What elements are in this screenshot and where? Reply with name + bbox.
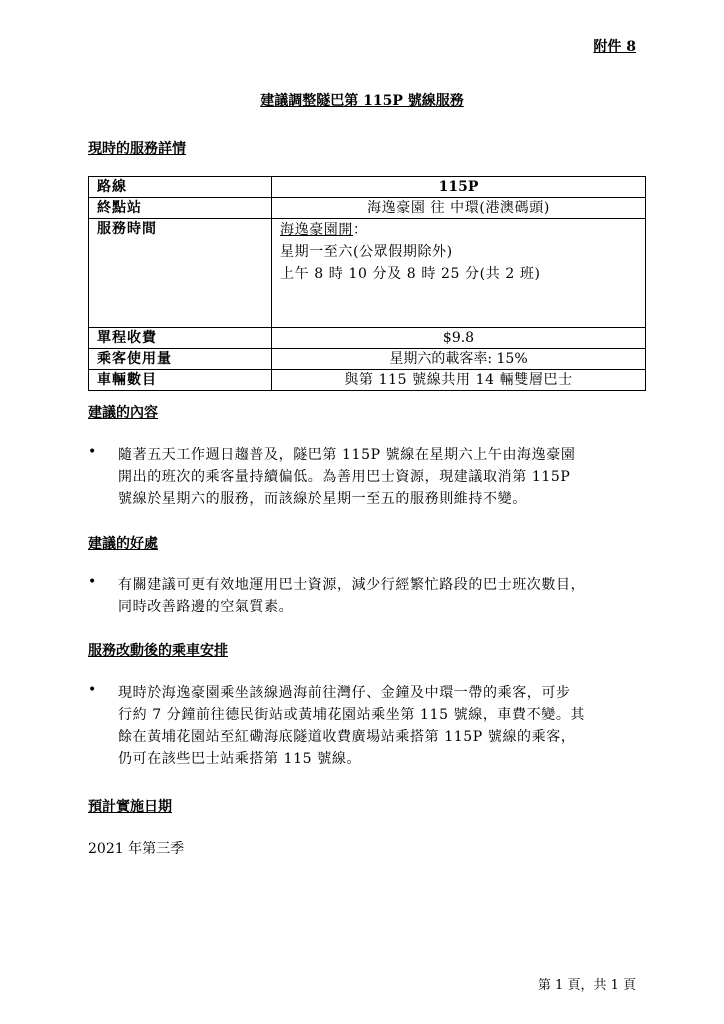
vehicles-label: 車輛數目 bbox=[89, 370, 272, 391]
fare-label: 單程收費 bbox=[89, 328, 272, 349]
arrangements-heading: 服務改動後的乘車安排 bbox=[88, 643, 228, 659]
hours-value bbox=[272, 219, 646, 328]
bullet-icon: • bbox=[88, 444, 97, 460]
implementation-date: 2021 年第三季 bbox=[88, 841, 185, 857]
arrangements-line: 仍可在該些巴士站乘搭第 115 號線。 bbox=[118, 751, 362, 767]
current-service-heading: 現時的服務詳情 bbox=[88, 141, 186, 157]
arrangements-text bbox=[118, 682, 636, 770]
vehicles-value: 與第 115 號線共用 14 輛雙層巴士 bbox=[272, 370, 646, 391]
usage-value: 星期六的載客率: 15% bbox=[272, 349, 646, 370]
proposal-text bbox=[118, 444, 636, 510]
bullet-icon: • bbox=[88, 682, 97, 698]
page-title: 建議調整隧巴第 115P 號線服務 bbox=[260, 93, 464, 109]
terminus-value: 海逸豪園 往 中環(港澳碼頭) bbox=[272, 198, 646, 219]
proposal-line: 號線於星期六的服務，而該線於星期一至五的服務則維持不變。 bbox=[118, 491, 527, 507]
benefits-text bbox=[118, 574, 636, 618]
table-row bbox=[89, 219, 646, 328]
proposal-heading: 建議的內容 bbox=[88, 405, 158, 421]
hours-origin bbox=[280, 219, 637, 241]
hours-origin-text: 海逸豪園開 bbox=[280, 222, 353, 238]
hours-days: 星期一至六(公眾假期除外) bbox=[280, 244, 453, 260]
bullet-icon: • bbox=[88, 574, 97, 590]
route-label: 路線 bbox=[89, 177, 272, 198]
arrangements-line: 行約 7 分鐘前往德民街站或黃埔花園站乘坐第 115 號線，車費不變。其 bbox=[118, 707, 586, 723]
terminus-label: 終點站 bbox=[89, 198, 272, 219]
page-footer: 第 1 頁，共 1 頁 bbox=[537, 978, 636, 993]
benefits-bullet bbox=[88, 574, 636, 622]
hours-label: 服務時間 bbox=[89, 219, 272, 328]
service-details-table bbox=[88, 176, 646, 391]
table-row bbox=[89, 370, 646, 391]
table-row bbox=[89, 198, 646, 219]
table-row bbox=[89, 349, 646, 370]
benefits-line: 同時改善路邊的空氣質素。 bbox=[118, 599, 294, 615]
benefits-heading: 建議的好處 bbox=[88, 536, 158, 552]
usage-label: 乘客使用量 bbox=[89, 349, 272, 370]
annex-label: 附件 8 bbox=[593, 39, 636, 55]
hours-times: 上午 8 時 10 分及 8 時 25 分(共 2 班) bbox=[280, 266, 541, 282]
arrangements-line: 餘在黃埔花園站至紅磡海底隧道收費廣場站乘搭第 115P 號線的乘客， bbox=[118, 729, 576, 745]
arrangements-bullet bbox=[88, 682, 636, 774]
table-row bbox=[89, 328, 646, 349]
route-value: 115P bbox=[272, 177, 646, 198]
implementation-heading: 預計實施日期 bbox=[88, 799, 172, 815]
benefits-line: 有關建議可更有效地運用巴士資源，減少行經繁忙路段的巴士班次數目， bbox=[118, 577, 586, 593]
proposal-bullet bbox=[88, 444, 636, 514]
hours-origin-colon: ： bbox=[353, 222, 368, 238]
proposal-line: 開出的班次的乘客量持續偏低。為善用巴士資源，現建議取消第 115P bbox=[118, 469, 571, 485]
arrangements-line: 現時於海逸豪園乘坐該線過海前往灣仔、金鐘及中環一帶的乘客，可步 bbox=[118, 685, 571, 701]
proposal-line: 隨著五天工作週日趨普及，隧巴第 115P 號線在星期六上午由海逸豪園 bbox=[118, 447, 576, 463]
table-row bbox=[89, 177, 646, 198]
fare-value: $9.8 bbox=[272, 328, 646, 349]
